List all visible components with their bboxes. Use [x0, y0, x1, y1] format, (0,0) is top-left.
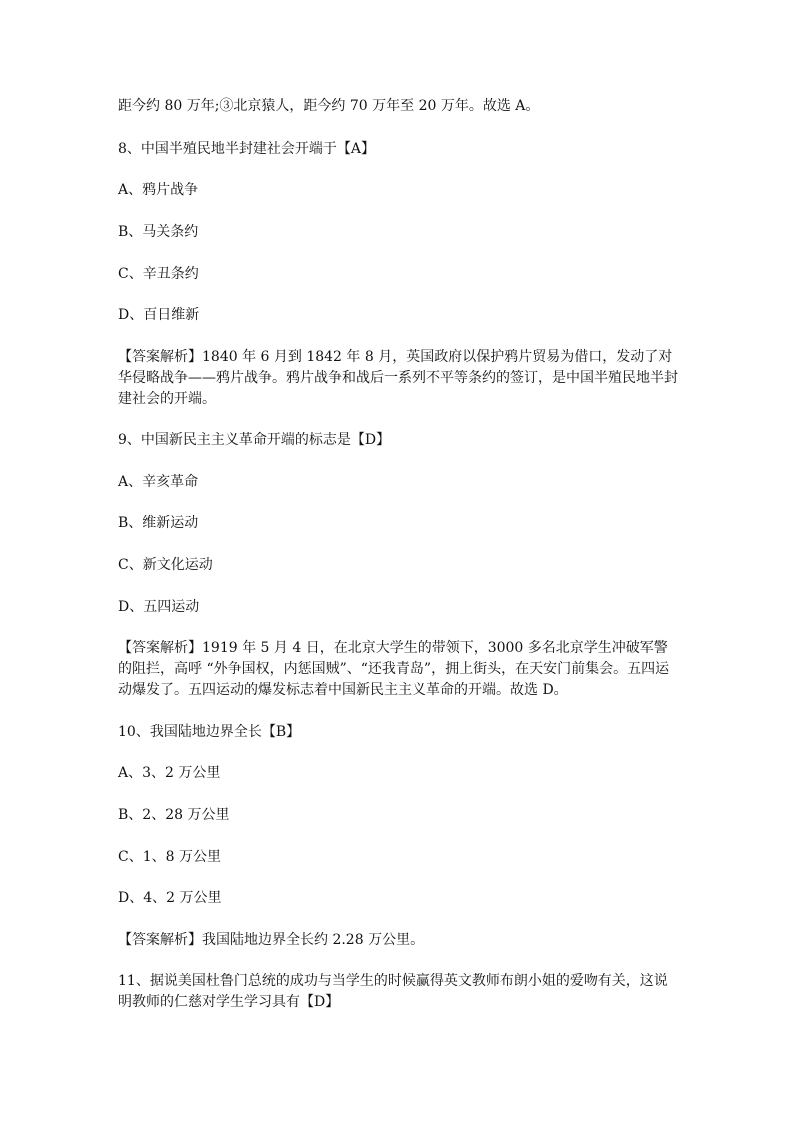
question-9: 9、中国新民主主义革命开端的标志是【D】 [118, 432, 391, 448]
option-10d: D、4、2 万公里 [118, 890, 222, 906]
option-9d: D、五四运动 [118, 599, 200, 615]
option-10a: A、3、2 万公里 [118, 765, 221, 781]
option-10c: C、1、8 万公里 [118, 849, 221, 865]
answer-explanation-9: 【答案解析】1919 年 5 月 4 日，在北京大学生的带领下，3000 多名北京学生冲破军警的阻拦，高呼 “外争国权，内惩国贼”、“还我青岛”，拥上街头，在天安门前集会。五四运动爆发了。五四运动的爆发标志着中国新民主主义革命的开端。故选 D。 [118, 640, 670, 698]
option-9b: B、维新运动 [118, 515, 199, 531]
option-8d: D、百日维新 [118, 307, 200, 323]
answer-explanation-10: 【答案解析】我国陆地边界全长约 2.28 万公里。 [118, 932, 425, 948]
option-8c: C、辛丑条约 [118, 266, 199, 282]
text-line: 距今约 80 万年;③北京猿人，距今约 70 万年至 20 万年。故选 A。 [118, 98, 540, 114]
question-8: 8、中国半殖民地半封建社会开端于【A】 [118, 141, 376, 157]
option-10b: B、2、28 万公里 [118, 807, 230, 823]
option-9c: C、新文化运动 [118, 557, 213, 573]
answer-explanation-8: 【答案解析】1840 年 6 月到 1842 年 8 月，英国政府以保护鸦片贸易为借口，发动了对华侵略战争——鸦片战争。鸦片战争和战后一系列不平等条约的签订，是中国半殖民地半封建社会的开端。 [118, 349, 678, 407]
option-8a: A、鸦片战争 [118, 182, 199, 198]
option-9a: A、辛亥革命 [118, 474, 199, 490]
question-11: 11、据说美国杜鲁门总统的成功与当学生的时候赢得英文教师布朗小姐的爱吻有关，这说明教师的仁慈对学生学习具有【D】 [118, 973, 668, 1010]
question-10: 10、我国陆地边界全长【B】 [118, 724, 301, 740]
option-8b: B、马关条约 [118, 224, 199, 240]
